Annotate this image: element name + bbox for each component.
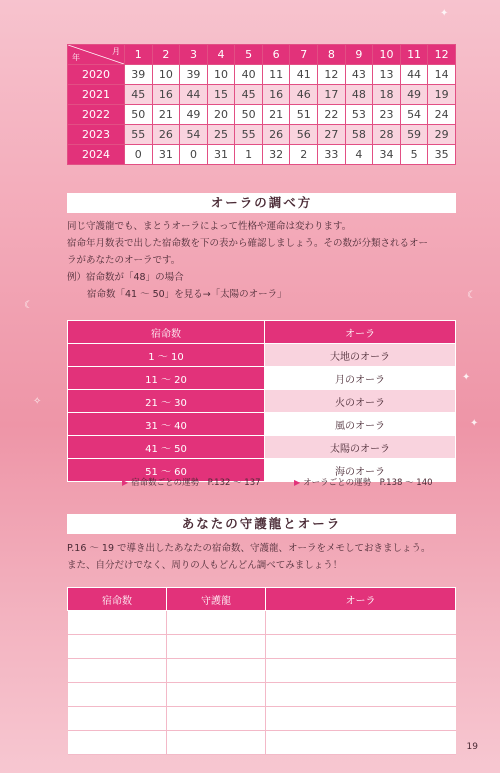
table-cell: 11: [262, 65, 290, 85]
triangle-right-icon: ▶: [122, 478, 129, 487]
aura-section-title: オーラの調べ方: [67, 193, 456, 213]
year-label: 2023: [68, 125, 125, 145]
table-cell: 13: [373, 65, 401, 85]
table-cell: 55: [125, 125, 153, 145]
destiny-range-cell: 1 ～ 10: [68, 344, 265, 367]
table-cell: 14: [428, 65, 456, 85]
aura-example-2: 宿命数「41 ～ 50」を見る→「太陽のオーラ」: [87, 289, 287, 300]
aura-name-cell: 太陽のオーラ: [265, 436, 456, 459]
aura-example-1: 例）宿命数が「48」の場合: [67, 272, 184, 283]
table-cell: 23: [373, 105, 401, 125]
table-row: [68, 367, 456, 390]
table-cell: 26: [152, 125, 180, 145]
table-cell: 58: [345, 125, 373, 145]
table-cell: 50: [125, 105, 153, 125]
table-cell: 39: [125, 65, 153, 85]
month-header: 2: [152, 45, 180, 65]
aura-name-cell: 大地のオーラ: [265, 344, 456, 367]
year-label: 2022: [68, 105, 125, 125]
star-decoration-icon: ✦: [462, 372, 471, 383]
memo-row: [68, 683, 456, 707]
table-cell: 50: [235, 105, 263, 125]
table-cell: 25: [207, 125, 235, 145]
corner-month-label: 月: [112, 47, 120, 56]
reference-fortune-number: ▶ 宿命数ごとの運勢 P.132 ～ 137: [122, 478, 261, 488]
aura-table: [67, 320, 456, 482]
table-cell: 40: [235, 65, 263, 85]
month-header: 1: [125, 45, 153, 65]
table-cell: 22: [318, 105, 346, 125]
aura-line-1: 同じ守護龍でも、まとうオーラによって性格や運命は変わります。: [67, 221, 352, 232]
table-cell: 49: [400, 85, 428, 105]
table-cell: 46: [290, 85, 318, 105]
destiny-range-cell: 11 ～ 20: [68, 367, 265, 390]
memo-cell[interactable]: [68, 611, 167, 635]
memo-cell[interactable]: [167, 683, 266, 707]
reference-fortune-aura: ▶ オーラごとの運勢 P.138 ～ 140: [294, 478, 433, 488]
table-row: [68, 125, 456, 145]
month-header: 3: [180, 45, 208, 65]
table-cell: 18: [373, 85, 401, 105]
month-header: 10: [373, 45, 401, 65]
month-header: 9: [345, 45, 373, 65]
memo-header-number: 宿命数: [68, 588, 167, 611]
table-cell: 43: [345, 65, 373, 85]
destiny-range-cell: 51 ～ 60: [68, 459, 265, 482]
table-cell: 28: [373, 125, 401, 145]
table-cell: 15: [207, 85, 235, 105]
table-cell: 10: [207, 65, 235, 85]
table-cell: 39: [180, 65, 208, 85]
aura-name-cell: 風のオーラ: [265, 413, 456, 436]
table-cell: 16: [152, 85, 180, 105]
memo-row: [68, 635, 456, 659]
memo-instructions: [67, 540, 459, 574]
memo-section-title: あなたの守護龍とオーラ: [67, 514, 456, 534]
table-row: [68, 413, 456, 436]
table-row: [68, 436, 456, 459]
aura-name-cell: 海のオーラ: [265, 459, 456, 482]
table-cell: 12: [318, 65, 346, 85]
table-cell: 41: [290, 65, 318, 85]
table-row: [68, 390, 456, 413]
table-cell: 44: [400, 65, 428, 85]
table-cell: 45: [125, 85, 153, 105]
star-decoration-icon: ✧: [33, 396, 42, 407]
corner-year-label: 年: [72, 53, 80, 62]
star-decoration-icon: ✦: [440, 8, 449, 19]
aura-name-cell: 月のオーラ: [265, 367, 456, 390]
table-cell: 16: [262, 85, 290, 105]
memo-cell[interactable]: [68, 731, 167, 755]
memo-cell[interactable]: [266, 683, 456, 707]
table-corner-cell: [68, 45, 125, 65]
destiny-range-cell: 41 ～ 50: [68, 436, 265, 459]
table-cell: 56: [290, 125, 318, 145]
aura-table-header-number: 宿命数: [68, 321, 265, 344]
destiny-range-cell: 21 ～ 30: [68, 390, 265, 413]
table-row: [68, 344, 456, 367]
table-cell: 2: [290, 145, 318, 165]
memo-cell[interactable]: [167, 731, 266, 755]
table-cell: 21: [262, 105, 290, 125]
table-cell: 24: [428, 105, 456, 125]
table-cell: 27: [318, 125, 346, 145]
table-cell: 35: [428, 145, 456, 165]
table-row: [68, 85, 456, 105]
memo-header-dragon: 守護龍: [167, 588, 266, 611]
table-cell: 4: [345, 145, 373, 165]
aura-table-header-aura: オーラ: [265, 321, 456, 344]
table-cell: 45: [235, 85, 263, 105]
table-cell: 44: [180, 85, 208, 105]
table-cell: 55: [235, 125, 263, 145]
year-label: 2021: [68, 85, 125, 105]
table-cell: 54: [180, 125, 208, 145]
table-cell: 54: [400, 105, 428, 125]
table-cell: 31: [207, 145, 235, 165]
month-header: 11: [400, 45, 428, 65]
table-cell: 5: [400, 145, 428, 165]
table-cell: 0: [125, 145, 153, 165]
aura-line-3: ラがあなたのオーラです。: [67, 255, 181, 266]
table-cell: 29: [428, 125, 456, 145]
memo-cell[interactable]: [68, 683, 167, 707]
memo-row: [68, 707, 456, 731]
memo-cell[interactable]: [167, 611, 266, 635]
table-cell: 31: [152, 145, 180, 165]
month-header: 5: [235, 45, 263, 65]
year-label: 2024: [68, 145, 125, 165]
table-cell: 34: [373, 145, 401, 165]
memo-cell[interactable]: [167, 707, 266, 731]
table-row: [68, 65, 456, 85]
table-cell: 0: [180, 145, 208, 165]
table-cell: 26: [262, 125, 290, 145]
star-decoration-icon: ✦: [470, 418, 479, 429]
page-number: 19: [466, 742, 478, 752]
aura-line-2: 宿命年月数表で出した宿命数を下の表から確認しましょう。その数が分類されるオー: [67, 238, 429, 249]
memo-cell[interactable]: [266, 635, 456, 659]
table-cell: 10: [152, 65, 180, 85]
memo-cell[interactable]: [68, 659, 167, 683]
memo-cell[interactable]: [266, 611, 456, 635]
memo-cell[interactable]: [266, 659, 456, 683]
moon-decoration-icon: ☾: [24, 300, 33, 311]
moon-decoration-icon: ☾: [467, 290, 476, 301]
memo-table: [67, 587, 456, 755]
year-month-table: [67, 44, 456, 165]
memo-cell[interactable]: [167, 635, 266, 659]
table-cell: 17: [318, 85, 346, 105]
memo-line-1: P.16 ～ 19 で導き出したあなたの宿命数、守護龍、オーラをメモしておきましょう。: [67, 543, 431, 554]
table-cell: 32: [262, 145, 290, 165]
memo-row: [68, 659, 456, 683]
month-header: 6: [262, 45, 290, 65]
table-cell: 53: [345, 105, 373, 125]
table-cell: 21: [152, 105, 180, 125]
month-header: 7: [290, 45, 318, 65]
table-cell: 49: [180, 105, 208, 125]
table-cell: 33: [318, 145, 346, 165]
month-header: 12: [428, 45, 456, 65]
table-row: [68, 145, 456, 165]
aura-instructions: [67, 218, 459, 303]
destiny-range-cell: 31 ～ 40: [68, 413, 265, 436]
table-cell: 1: [235, 145, 263, 165]
memo-cell[interactable]: [68, 707, 167, 731]
memo-header-aura: オーラ: [266, 588, 456, 611]
memo-row: [68, 611, 456, 635]
year-label: 2020: [68, 65, 125, 85]
table-cell: 59: [400, 125, 428, 145]
table-cell: 20: [207, 105, 235, 125]
table-cell: 19: [428, 85, 456, 105]
month-header: 4: [207, 45, 235, 65]
memo-line-2: また、自分だけでなく、周りの人もどんどん調べてみましょう！: [67, 560, 343, 571]
table-cell: 51: [290, 105, 318, 125]
memo-cell[interactable]: [68, 635, 167, 659]
aura-name-cell: 火のオーラ: [265, 390, 456, 413]
table-cell: 48: [345, 85, 373, 105]
month-header: 8: [318, 45, 346, 65]
memo-cell[interactable]: [167, 659, 266, 683]
memo-row: [68, 731, 456, 755]
memo-cell[interactable]: [266, 707, 456, 731]
memo-cell[interactable]: [266, 731, 456, 755]
table-row: [68, 105, 456, 125]
triangle-right-icon: ▶: [294, 478, 301, 487]
